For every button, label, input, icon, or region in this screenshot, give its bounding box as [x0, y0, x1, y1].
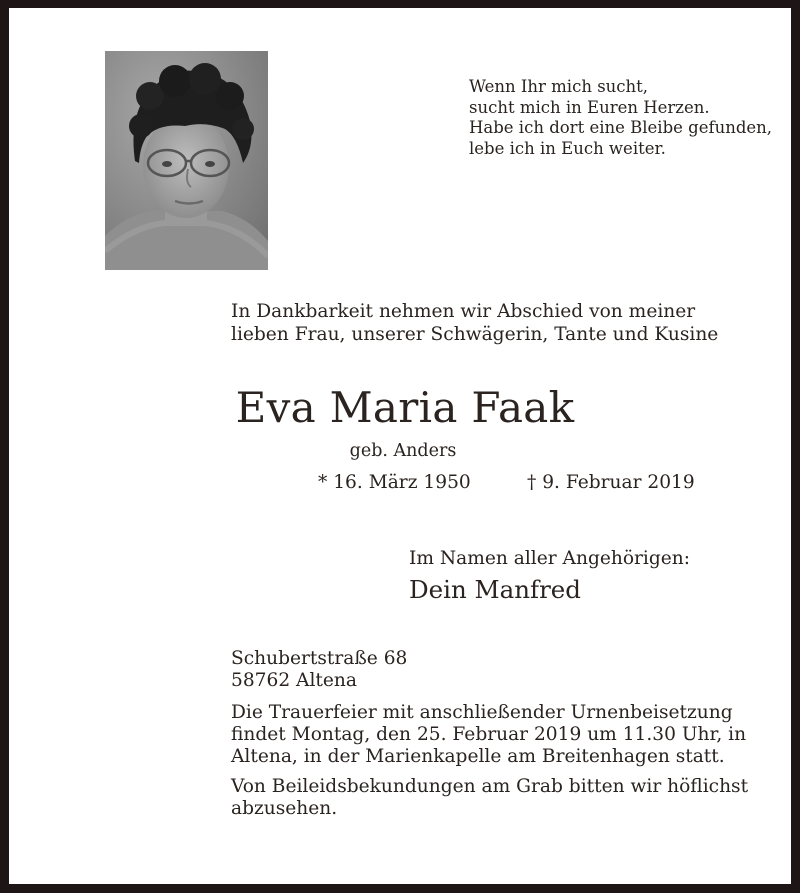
poem-line: lebe ich in Euch weiter.	[469, 138, 666, 158]
address-city: 58762 Altena	[231, 670, 357, 691]
portrait-photo	[105, 51, 268, 270]
address-street: Schubertstraße 68	[231, 648, 408, 669]
ceremony-line: findet Montag, den 25. Februar 2019 um 11.30 Uhr, in	[231, 724, 747, 745]
poem-line: Habe ich dort eine Bleibe gefunden,	[469, 118, 773, 137]
ceremony-line: Altena, in der Marienkapelle am Breitenhagen statt.	[231, 746, 725, 767]
on-behalf-line: Im Namen aller Angehörigen:	[409, 548, 691, 569]
ceremony-line: Die Trauerfeier mit anschließender Urnenbeisetzung	[231, 702, 733, 723]
poem-line: Wenn Ihr mich sucht,	[469, 77, 649, 96]
death-date: † 9. Februar 2019	[527, 472, 695, 493]
intro-line: lieben Frau, unserer Schwägerin, Tante und Kusine	[231, 324, 719, 345]
maiden-name: geb. Anders	[349, 441, 457, 461]
signer-name: Dein Manfred	[409, 575, 581, 604]
intro-text	[231, 300, 771, 346]
memorial-poem	[469, 77, 789, 159]
deceased-name: Eva Maria Faak	[235, 383, 575, 432]
ceremony-info	[231, 702, 776, 768]
condolence-request	[231, 776, 748, 820]
birth-date: * 16. März 1950	[318, 472, 471, 493]
intro-line: In Dankbarkeit nehmen wir Abschied von meiner	[231, 301, 696, 322]
poem-line: sucht mich in Euren Herzen.	[469, 97, 710, 117]
request-line: Von Beileidsbekundungen am Grab bitten wir höflichst	[231, 776, 749, 797]
address-block	[231, 648, 407, 692]
request-line: abzusehen.	[231, 798, 338, 819]
